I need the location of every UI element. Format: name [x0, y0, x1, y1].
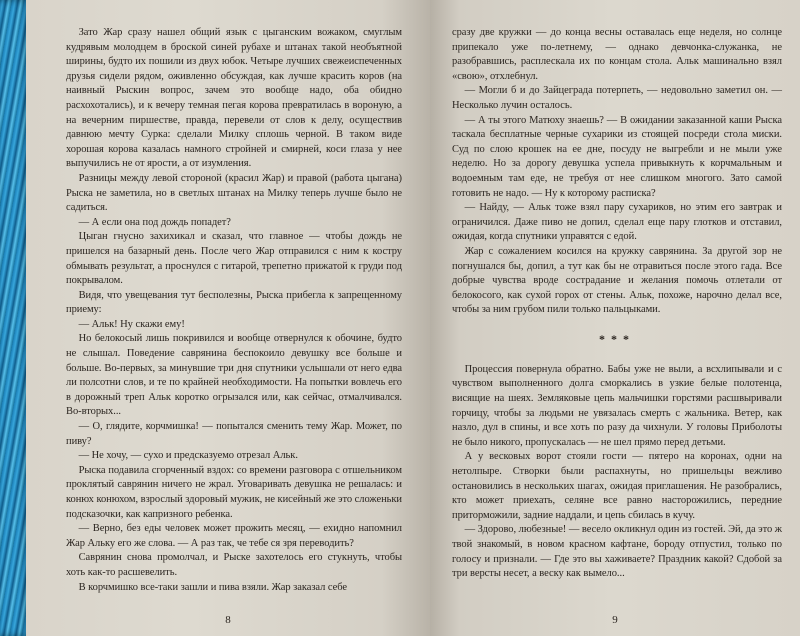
- page-number-left: 8: [225, 614, 231, 626]
- section-separator: ***: [599, 331, 635, 346]
- paragraph: — А ты этого Матюху знаешь? — В ожидании заказанной каши Рыска таскала бесплатные черные сухарики из стоящей посреди стола миски. Суд по слою крошек на ее дне, посуду не выгребли и не мыли уже неделю. Но за дорогу девушка успела привыкнуть к корчмальным и водоемным там еде, не требуя от нее слишком многого. Зато самой готовить не надо. — Ну к которому расписка?: [452, 114, 782, 199]
- paragraph: Но белокосый лишь покривился и вообще отвернулся к обочине, будто не слышал. Поведение саврянина беспокоило девушку все больше и больше. Во-первых, за минувшие три дня спутники услышали от него едва ли полсотни слов, и те по крайней необходимости. На попытки вовлечь его в дорожный треп Альк коротко огрызался или, как сейчас, отмалчивался. Во-вторых...: [66, 333, 402, 418]
- left-page-text: [66, 26, 402, 595]
- paragraph: — Найду, — Альк тоже взял пару сухариков, но этим его завтрак и ограничился. Даже пиво не допил, сделал еще пару глотков и отставил, ожидая, когда спутники управятся с едой.: [452, 202, 782, 243]
- paragraph: Разницы между левой стороной (красил Жар) и правой (работа цыгана) Рыска не заметила, но в светлых штанах на Милку теперь лучше было не садиться.: [66, 172, 402, 214]
- paragraph: Видя, что увещевания тут бесполезны, Рыска прибегла к запрещенному приему:: [66, 289, 402, 316]
- paragraph: Процессия повернула обратно. Бабы уже не выли, а всхлипывали и с чувством выполненного долга сморкались в узкие белые полотенца, висящие на шеях. Земляковые цепь мальчишки горстями расшвыривали горчицу, чтобы за людьми не увязалась смерть с жальника. Ветер, как назло, дул в спины, и все хоть по разу да чихнули. У головы Приболоты не было никого, пропускалась — не шел прямо перед детьми.: [452, 363, 782, 448]
- left-page: [26, 0, 430, 636]
- paragraph: — О, глядите, корчмишка! — попытался сменить тему Жар. Может, по пиву?: [66, 421, 402, 447]
- paragraph: Саврянин снова промолчал, и Рыске захотелось его стукнуть, чтобы хоть как-то расшевелить.: [66, 552, 402, 578]
- paragraph: Зато Жар сразу нашел общий язык с цыганским вожаком, смуглым кудрявым молодцем в броской синей рубахе и штанах такой необъятной ширины, будто их пошили из двух юбок. Четыре лучших свежеиспеченных друзья сидели рядом, оживленно обсуждая, как лучше красить коров (на наивный Рыскин вопрос, зачем это вообще надо, оба обидно расхохотались), и к вечеру темная пегая корова превратилась в вороную, а на вечерним пиршестве, правда, перевели от слов к делу, осуществив давнюю мечту Сурка: сделали Милку сплошь черной. В таком виде хорошая корова казалась намного стройней и смирней, коси глаза у нее выпучились не от ярости, а от изумления.: [66, 27, 402, 170]
- paragraph: Жар с сожалением косился на кружку саврянина. За другой зор не погнушался бы, допил, а тут как бы не отравиться после этого гада. Все добрые чувства вроде сострадание и желания помочь отлетали от белокосого, как сухой горох от стены. Альк, похоже, нарочно делал все, чтобы за ним грубом пили только пальцыками.: [452, 245, 782, 316]
- paragraph: — Здорово, любезные! — весело окликнул один из гостей. Эй, да это ж твой знакомый, в новом красном кафтане, бороду отпустил, только по голосу и признали. — Где это вы хаживаете? Праздник какой? Сдобой за три версты несет, а веску как вымело...: [452, 524, 783, 580]
- book-spread: [26, 0, 800, 636]
- paragraph: — Могли б и до Зайцеграда потерпеть, — недовольно заметил он. — Несколько лучин осталось.: [452, 85, 782, 111]
- right-page: [430, 0, 800, 636]
- paragraph: А у весковых ворот стояли гости — пятеро на коронах, одни на нетолпыре. Створки были распахнуты, но пришельцы вежливо остановились в нескольких шагах, ожидая приглашения. Не разобрались, кто может приехать, селяне все равно насторожились, передние приторможили, задние наддали, и цепь сбилась в кучу.: [452, 451, 782, 521]
- paragraph: — А если она под дождь попадет?: [78, 216, 231, 228]
- paragraph: — Альк! Ну скажи ему!: [78, 318, 185, 330]
- paragraph: сразу две кружки — до конца весны оставалась еще неделя, но солнце припекало уже по-летнему, — однако девчонка-служанка, не разобравшись, расплескала их по концам стола. Альк машинально взял «свою», отхлебнул.: [452, 27, 782, 82]
- paragraph: В корчмишко все-таки зашли и пива взяли. Жар заказал себе: [78, 581, 347, 593]
- right-page-text: [452, 26, 782, 582]
- page-number-right: 9: [612, 614, 618, 626]
- paragraph: Цыган гнусно захихикал и сказал, что главное — чтобы дождь не пришелся на базарный день. После чего Жар отправился с ним к костру обмывать результат, а проснулся с гитарой, трепетно прижатой к груди под покрывалом.: [66, 231, 402, 287]
- paragraph: Рыска подавила сгорченный вздох: со времени разговора с отшельником проклятый саврянин ничего не жрал. Уговаривать девушка не решалась: и конюх конюхом, взрослый здоровый мужик, не кисейный же это сложеньки подсказочки, как капризного ребенка.: [66, 464, 403, 520]
- paragraph: — Не хочу, — сухо и предсказуемо отрезал Альк.: [78, 450, 298, 462]
- paragraph: — Верно, без еды человек может прожить месяц, — ехидно напомнил Жар Альку его же слова. — А раз так, че тебе ся зря переводить?: [66, 523, 402, 549]
